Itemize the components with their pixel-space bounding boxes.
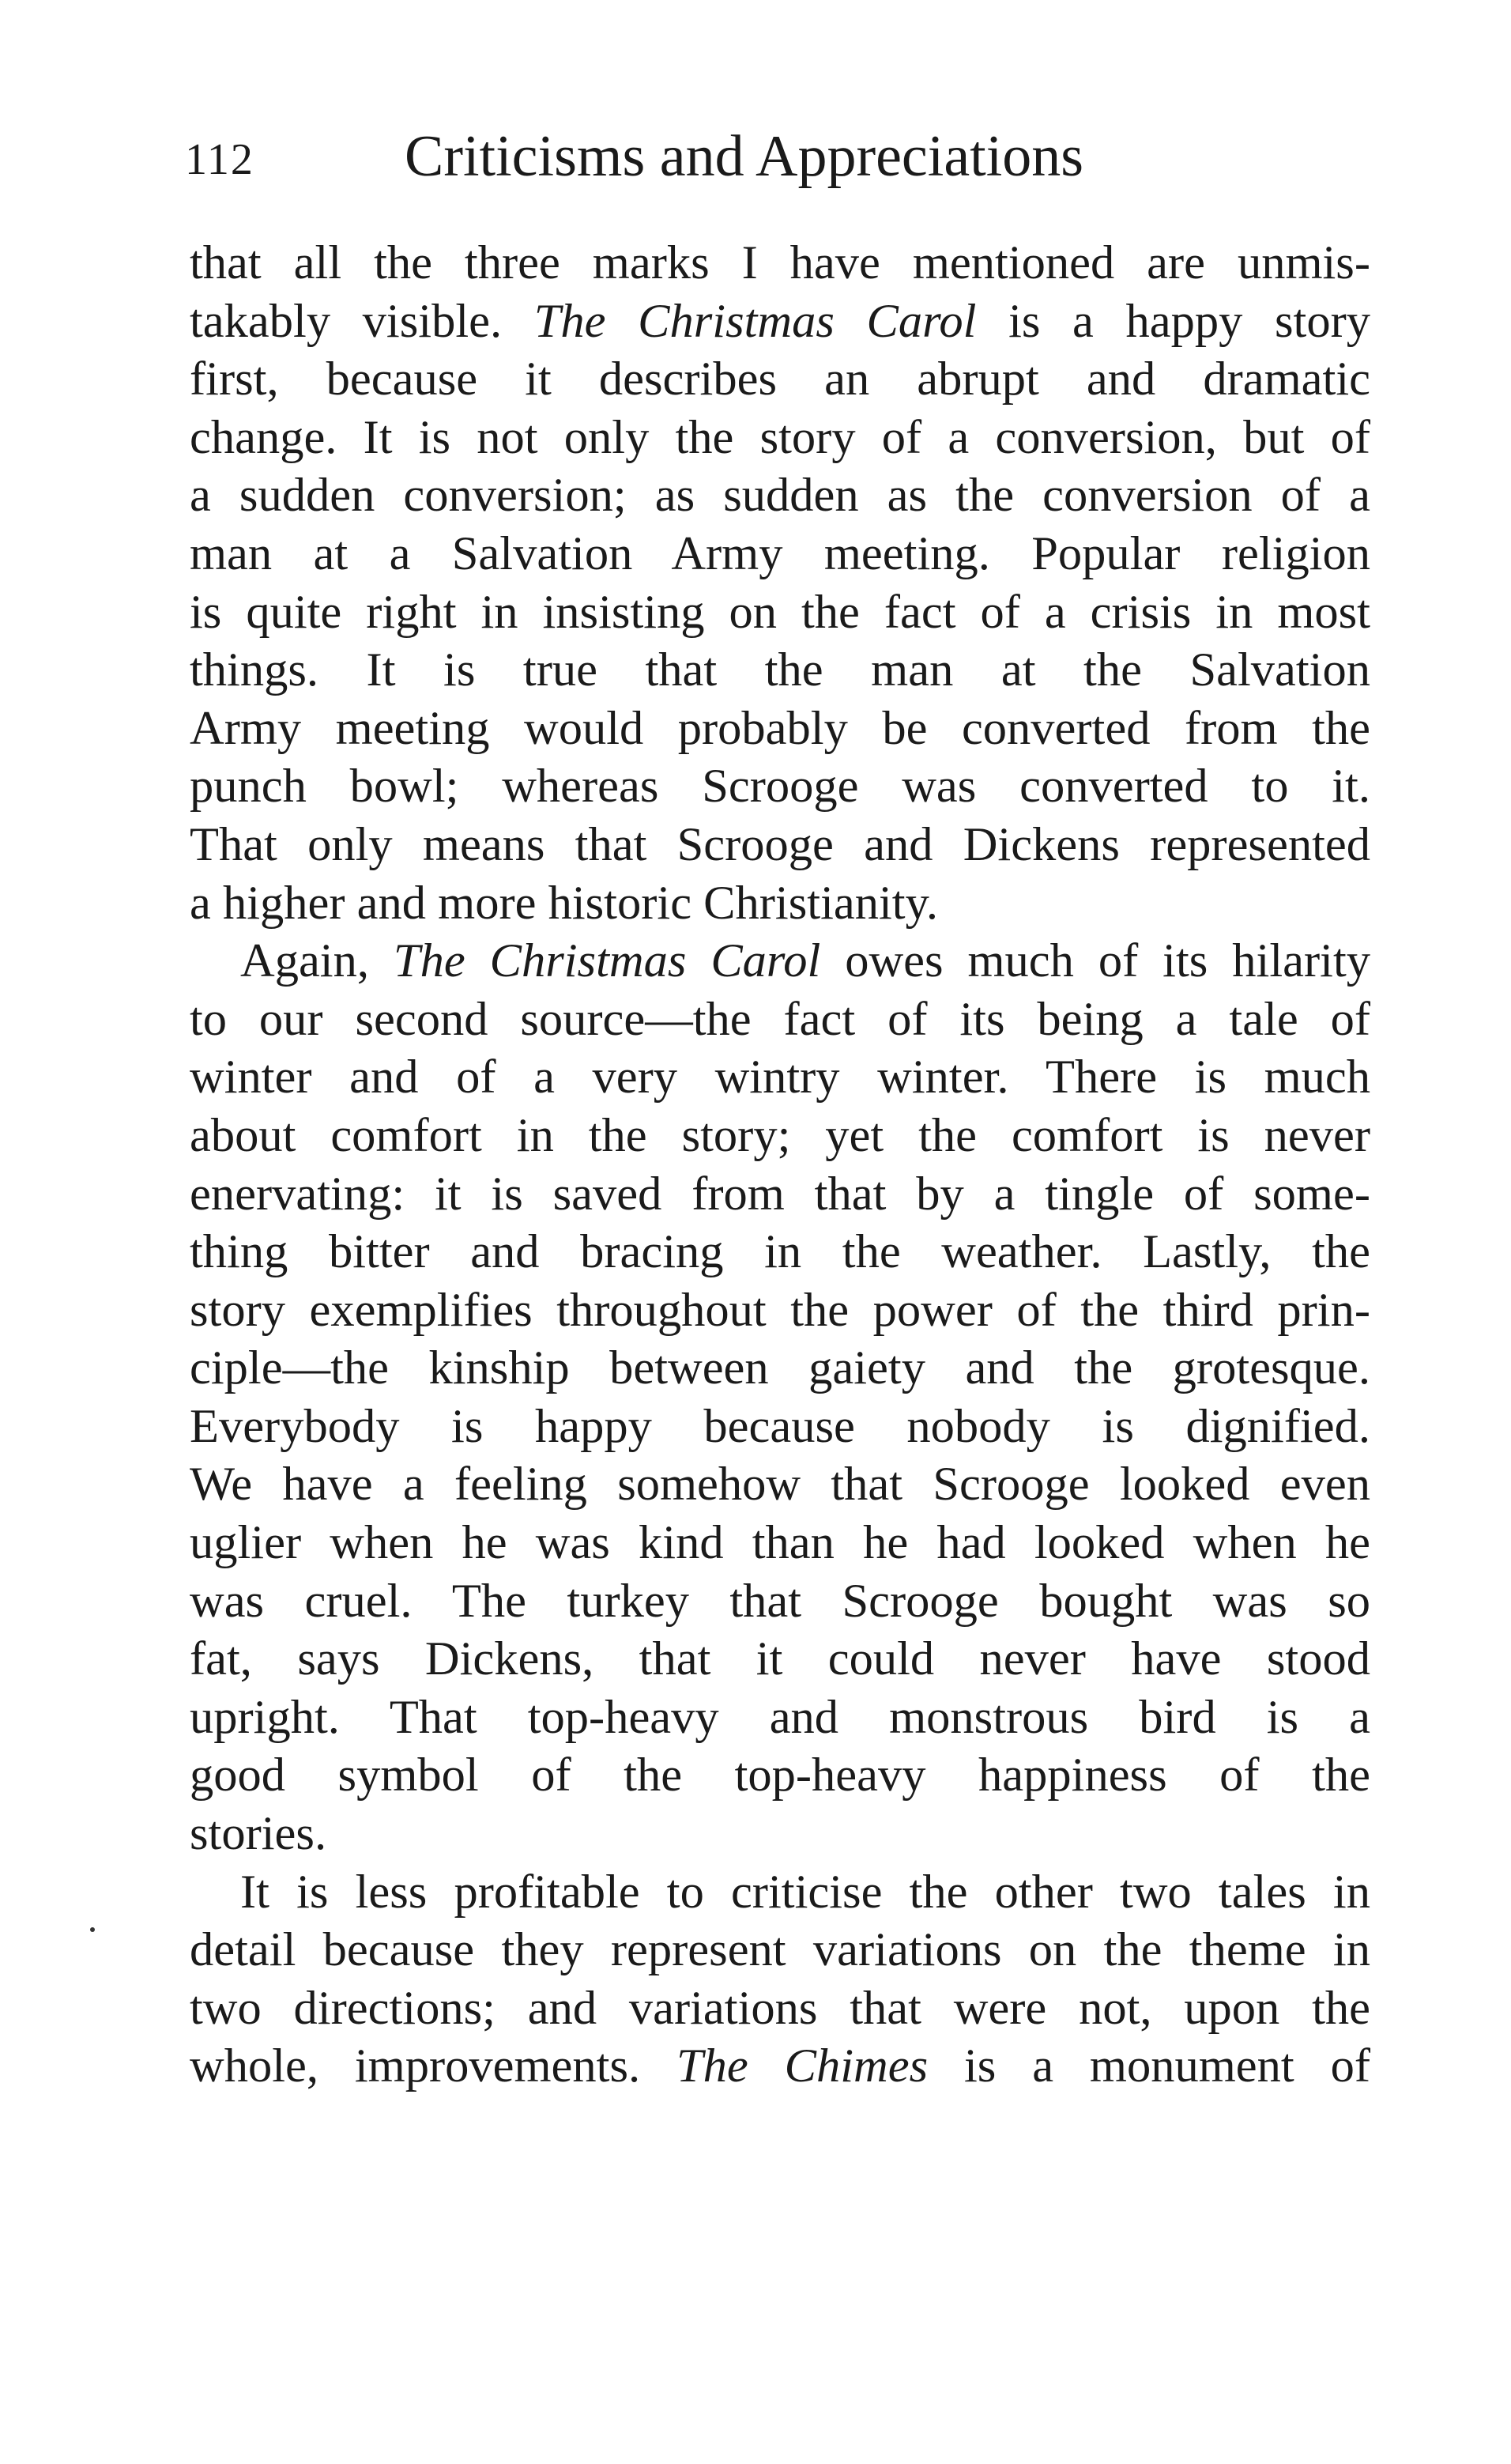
text-line: first, because it describes an abrupt and dramatic xyxy=(190,353,1370,406)
text-line: ciple—the kinship between gaiety and the grotesque. xyxy=(190,1341,1370,1395)
text-line: punch bowl; whereas Scrooge was converted to it. xyxy=(190,760,1370,813)
text-line: things. It is true that the man at the Salvation xyxy=(190,643,1370,697)
text-line: about comfort in the story; yet the comfort is never xyxy=(190,1108,1370,1162)
text-line: a sudden conversion; as sudden as the conversion of a xyxy=(190,469,1370,523)
text-line: enervating: it is saved from that by a tingle of some- xyxy=(190,1167,1370,1221)
text-line: thing bitter and bracing in the weather. Lastly, the xyxy=(190,1225,1370,1279)
text-line: man at a Salvation Army meeting. Popular religion xyxy=(190,526,1370,580)
text-line: takably visible. The Christmas Carol is a happy story xyxy=(190,294,1370,348)
text-line: was cruel. The turkey that Scrooge bought was so xyxy=(190,1574,1370,1628)
paragraph-2 xyxy=(190,932,1370,1863)
text-line: We have a feeling somehow that Scrooge looked even xyxy=(190,1458,1370,1511)
paragraph-3 xyxy=(190,1863,1370,2096)
page-header xyxy=(185,117,1370,204)
text-line: upright. That top-heavy and monstrous bird is a xyxy=(190,1690,1370,1744)
text-line: a higher and more historic Christianity. xyxy=(190,876,939,930)
text-line: fat, says Dickens, that it could never have stood xyxy=(190,1632,1370,1686)
paragraph-1 xyxy=(190,234,1370,932)
text-line: stories. xyxy=(190,1807,327,1861)
running-title: Criticisms and Appreciations xyxy=(405,124,1084,189)
text-line: That only means that Scrooge and Dickens represented xyxy=(190,817,1370,871)
text-line: Everybody is happy because nobody is dignified. xyxy=(190,1399,1370,1453)
text-line: change. It is not only the story of a conversion, but of xyxy=(190,410,1370,464)
text-line: whole, improvements. The Chimes is a monument of xyxy=(190,2039,1370,2093)
text-line: uglier when he was kind than he had looked when he xyxy=(190,1516,1370,1570)
body-text xyxy=(190,234,1370,2096)
text-line: to our second source—the fact of its being a tale of xyxy=(190,992,1370,1046)
text-line: two directions; and variations that were not, upon the xyxy=(190,1981,1370,2035)
text-line: Again, The Christmas Carol owes much of its hilarity xyxy=(240,934,1370,988)
margin-mark xyxy=(90,1927,95,1932)
text-line: story exemplifies throughout the power of the third prin- xyxy=(190,1283,1370,1337)
text-line: winter and of a very wintry winter. There is much xyxy=(190,1051,1370,1104)
text-line: that all the three marks I have mentioned are unmis- xyxy=(190,236,1370,289)
text-line: is quite right in insisting on the fact of a crisis in most xyxy=(190,585,1370,639)
page-number: 112 xyxy=(185,135,254,184)
text-line: good symbol of the top-heavy happiness of the xyxy=(190,1749,1370,1802)
text-line: It is less profitable to criticise the other two tales in xyxy=(240,1865,1370,1919)
text-line: Army meeting would probably be converted from the xyxy=(190,701,1370,755)
text-line: detail because they represent variations on the theme in xyxy=(190,1923,1370,1977)
